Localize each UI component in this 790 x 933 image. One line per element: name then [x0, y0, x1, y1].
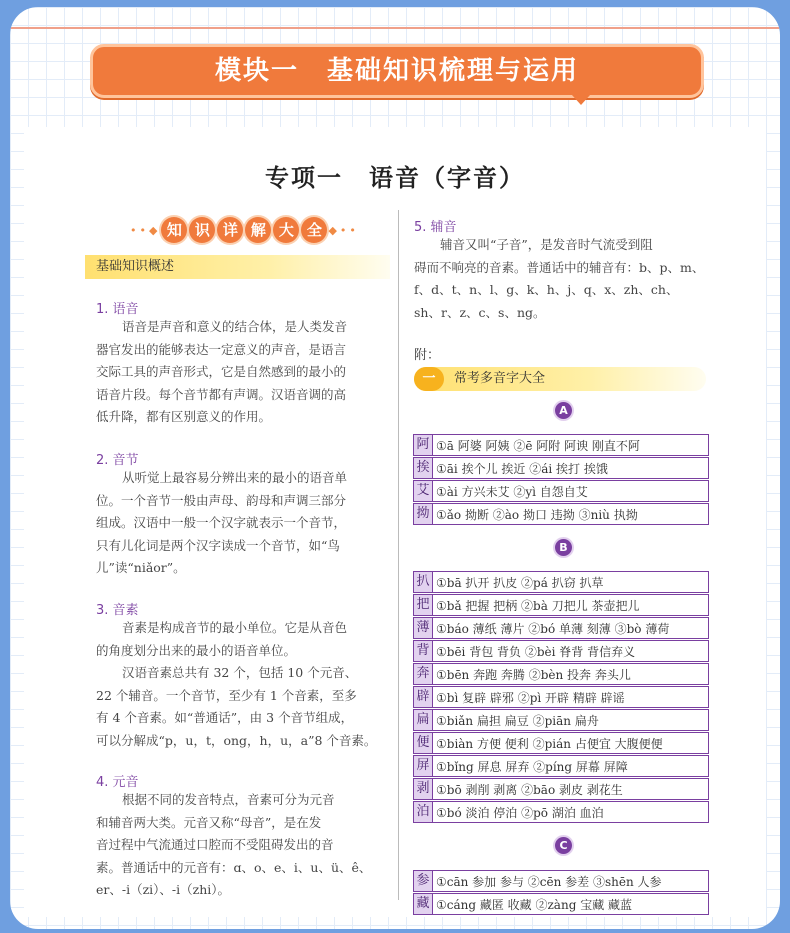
heading-yinjie: 2. 音节 — [96, 453, 139, 468]
letter-badge-b: B — [555, 539, 572, 556]
polyphone-readings: ①bì 复辟 辟邪 ②pì 开辟 精辟 辟谣 — [436, 690, 625, 705]
text-line: 素。普通话中的元音有：ɑ、o、e、i、u、ü、ê、 — [96, 859, 372, 875]
basic-overview-label: 基础知识概述 — [96, 259, 175, 274]
polyphone-char: 剥 — [414, 779, 433, 799]
polyphone-char: 艾 — [414, 481, 433, 501]
paragraph-yuyin — [96, 316, 392, 429]
text-line: 器官发出的能够表达一定意义的声音，是语言 — [96, 341, 347, 357]
knowledge-char: 全 — [301, 217, 327, 243]
module-title: 模块一 基础知识梳理与运用 — [214, 56, 579, 86]
polyphone-row — [413, 801, 709, 823]
polyphone-row — [413, 434, 709, 456]
paragraph-yinjie — [96, 467, 392, 580]
text-line: 的角度划分出来的最小的语音单位。 — [96, 642, 297, 658]
text-line: 只有儿化词是两个汉字读成一个音节，如“鸟 — [96, 537, 340, 553]
polyphone-row — [413, 640, 709, 662]
text-line: 语音片段。每个音节都有声调。汉语音调的高 — [96, 386, 347, 402]
polyphone-char: 辟 — [414, 687, 433, 707]
polyphone-row — [413, 594, 709, 616]
polyphone-readings: ①āi 挨个儿 挨近 ②ái 挨打 挨饿 — [436, 461, 608, 476]
text-line: 和辅音两大类。元音又称“母音”，是在发 — [96, 814, 322, 830]
text-line: 位。一个音节一般由声母、韵母和声调三部分 — [96, 492, 347, 508]
polyphone-readings: ①cáng 藏匿 收藏 ②zàng 宝藏 藏蓝 — [436, 897, 633, 912]
polyphone-readings: ①bēn 奔跑 奔腾 ②bèn 投奔 奔头儿 — [436, 667, 631, 682]
paragraph-yinsu — [96, 617, 392, 753]
text-line: 22 个辅音。一个音节，至少有 1 个音素，至多 — [96, 687, 357, 703]
heading-yuanyin: 4. 元音 — [96, 775, 139, 790]
text-line: 儿”读“niǎor”。 — [96, 560, 186, 576]
text-line: f、d、t、n、l、g、k、h、j、q、x、zh、ch、 — [414, 282, 679, 298]
paragraph-fuyin — [414, 234, 714, 324]
knowledge-header — [130, 213, 359, 247]
appendix-label: 附： — [414, 348, 441, 363]
knowledge-char: 识 — [189, 217, 215, 243]
polyphone-row — [413, 617, 709, 639]
polyphone-row — [413, 686, 709, 708]
polyphone-row — [413, 457, 709, 479]
polyphone-readings: ①ā 阿婆 阿姨 ②ē 阿附 阿谀 刚直不阿 — [436, 438, 640, 453]
category-number: 一 — [414, 367, 444, 391]
polyphone-char: 参 — [414, 871, 433, 891]
polyphone-readings: ①bēi 背包 背负 ②bèi 脊背 背信弃义 — [436, 644, 636, 659]
letter-badge-c: C — [555, 837, 572, 854]
polyphone-char: 藏 — [414, 894, 433, 914]
polyphone-readings: ①cān 参加 参与 ②cēn 参差 ③shēn 人参 — [436, 874, 662, 889]
polyphone-readings: ①ǎo 拗断 ②ào 拗口 违拗 ③niù 执拗 — [436, 507, 638, 522]
polyphone-row — [413, 870, 709, 892]
polyphone-char: 背 — [414, 641, 433, 661]
polyphone-readings: ①biàn 方便 便利 ②pián 占便宜 大腹便便 — [436, 736, 663, 751]
heading-fuyin: 5. 辅音 — [414, 220, 457, 235]
text-line: 交际工具的声音形式，它是自然感到的最小的 — [96, 364, 347, 380]
polyphone-readings: ①bó 淡泊 停泊 ②pō 湖泊 血泊 — [436, 805, 604, 820]
polyphone-readings: ①ài 方兴未艾 ②yì 自怨自艾 — [436, 484, 588, 499]
section-title: 专项一 语音（字音） — [265, 164, 525, 192]
polyphone-char: 薄 — [414, 618, 433, 638]
text-line: 辅音又叫“子音”，是发音时气流受到阻 — [440, 237, 653, 252]
polyphone-readings: ①bō 剥削 剥离 ②bāo 剥皮 剥花生 — [436, 782, 623, 797]
polyphone-char: 奔 — [414, 664, 433, 684]
polyphone-row — [413, 755, 709, 777]
polyphone-char: 扒 — [414, 572, 433, 592]
paragraph-yuanyin — [96, 789, 392, 902]
text-line: 语音是声音和意义的结合体，是人类发音 — [122, 319, 348, 334]
text-line: 低升降，都有区别意义的作用。 — [96, 409, 272, 425]
heading-yinsu: 3. 音素 — [96, 603, 139, 618]
polyphone-readings: ①bǐng 屏息 屏弃 ②píng 屏幕 屏障 — [436, 759, 628, 774]
polyphone-char: 泊 — [414, 802, 433, 822]
category-label: 常考多音字大全 — [454, 371, 546, 386]
polyphone-row — [413, 778, 709, 800]
polyphone-char: 把 — [414, 595, 433, 615]
text-line: 组成。汉语中一般一个汉字就表示一个音节， — [96, 515, 347, 531]
text-line: 可以分解成“p，u，t，ong，h，u，a”8 个音素。 — [96, 732, 377, 748]
polyphone-row — [413, 480, 709, 502]
knowledge-char: 详 — [217, 217, 243, 243]
right-dots-icon: ◆•• — [328, 223, 359, 237]
text-line: sh、r、z、c、s、ng。 — [414, 304, 546, 320]
polyphone-char: 挨 — [414, 458, 433, 478]
polyphone-char: 便 — [414, 733, 433, 753]
polyphone-row — [413, 571, 709, 593]
polyphone-row — [413, 663, 709, 685]
polyphone-row — [413, 709, 709, 731]
polyphone-char: 拗 — [414, 504, 433, 524]
polyphone-row — [413, 893, 709, 915]
polyphone-readings: ①báo 薄纸 薄片 ②bó 单薄 刻薄 ③bò 薄荷 — [436, 621, 670, 636]
top-rule — [10, 27, 780, 29]
text-line: 碍而不响亮的音素。普通话中的辅音有：b、p、m、 — [414, 259, 705, 275]
knowledge-char: 知 — [161, 217, 187, 243]
text-line: 根据不同的发音特点，音素可分为元音 — [122, 792, 335, 807]
text-line: 有 4 个音素。如“普通话”，由 3 个音节组成， — [96, 710, 354, 726]
polyphone-char: 阿 — [414, 435, 433, 455]
polyphone-row — [413, 503, 709, 525]
knowledge-char: 大 — [273, 217, 299, 243]
polyphone-row — [413, 732, 709, 754]
text-line: 音素是构成音节的最小单位。它是从音色 — [122, 620, 348, 635]
text-line: 音过程中气流通过口腔而不受阻碍发出的音 — [96, 837, 334, 853]
polyphone-char: 扁 — [414, 710, 433, 730]
text-line: 从听觉上最容易分辨出来的最小的语音单 — [122, 470, 348, 485]
heading-yuyin: 1. 语音 — [96, 302, 139, 317]
polyphone-readings: ①bǎ 把握 把柄 ②bà 刀把儿 茶壶把儿 — [436, 598, 640, 613]
letter-badge-a: A — [555, 402, 572, 419]
polyphone-char: 屏 — [414, 756, 433, 776]
knowledge-char: 解 — [245, 217, 271, 243]
polyphone-readings: ①bā 扒开 扒皮 ②pá 扒窃 扒草 — [436, 575, 604, 590]
column-divider — [398, 210, 399, 900]
left-dots-icon: ••◆ — [130, 223, 161, 237]
text-line: er、-i（zi）、-i（zhi）。 — [96, 882, 231, 898]
polyphone-readings: ①biǎn 扁担 扁豆 ②piān 扁舟 — [436, 713, 599, 728]
text-line: 汉语音素总共有 32 个，包括 10 个元音、 — [122, 665, 358, 681]
